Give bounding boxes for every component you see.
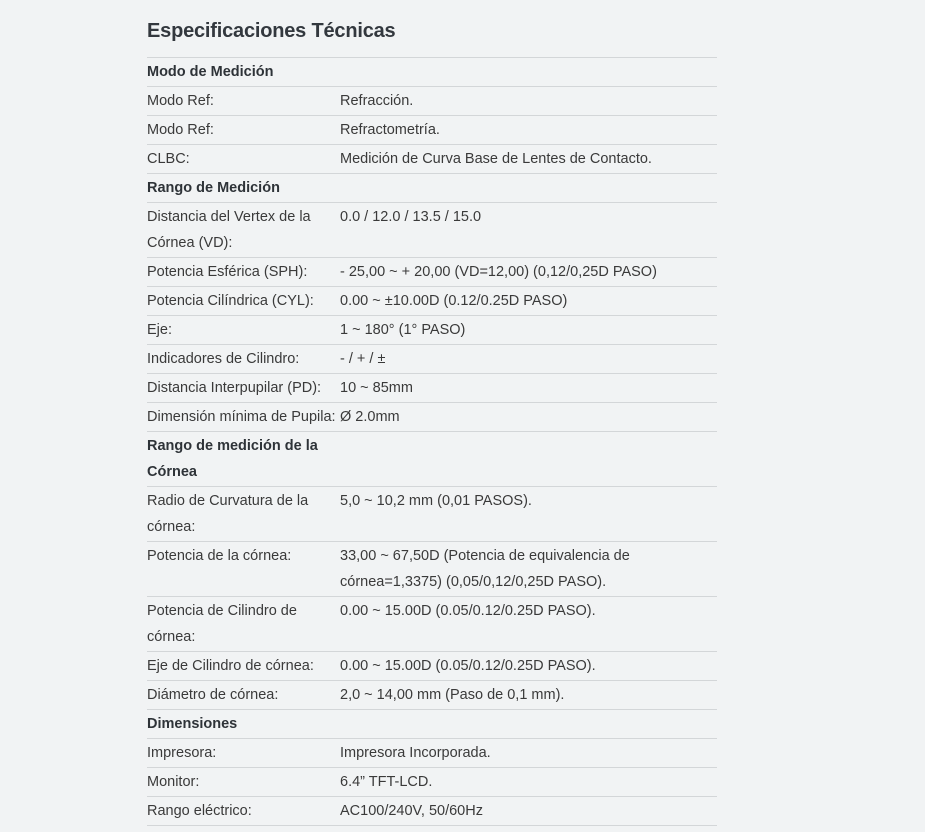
section-header-row bbox=[147, 58, 717, 87]
spec-value: - 25,00 ~ + 20,00 (VD=12,00) (0,12/0,25D PASO) bbox=[340, 264, 657, 280]
spec-value: Impresora Incorporada. bbox=[340, 745, 491, 761]
spec-value: 10 ~ 85mm bbox=[340, 380, 413, 396]
spec-label: CLBC: bbox=[147, 151, 190, 167]
specs-container bbox=[147, 0, 717, 826]
spec-row bbox=[147, 403, 717, 432]
spec-row bbox=[147, 87, 717, 116]
spec-row bbox=[147, 345, 717, 374]
spec-label: Dimensión mínima de Pupila: bbox=[147, 409, 336, 425]
section-spacer bbox=[340, 710, 717, 739]
spec-label: Radio de Curvatura de la córnea: bbox=[147, 493, 309, 535]
spec-value: AC100/240V, 50/60Hz bbox=[340, 803, 483, 819]
section-header-row bbox=[147, 710, 717, 739]
spec-row bbox=[147, 797, 717, 826]
spec-row bbox=[147, 145, 717, 174]
spec-value: 5,0 ~ 10,2 mm (0,01 PASOS). bbox=[340, 493, 532, 509]
spec-row bbox=[147, 116, 717, 145]
spec-value: 1 ~ 180° (1° PASO) bbox=[340, 322, 466, 338]
spec-value: 6.4” TFT-LCD. bbox=[340, 774, 433, 790]
spec-label: Modo Ref: bbox=[147, 93, 214, 109]
spec-row bbox=[147, 487, 717, 542]
spec-label: Monitor: bbox=[147, 774, 200, 790]
spec-value: 0.00 ~ 15.00D (0.05/0.12/0.25D PASO). bbox=[340, 658, 596, 674]
spec-label: Impresora: bbox=[147, 745, 217, 761]
spec-label: Potencia Cilíndrica (CYL): bbox=[147, 293, 314, 309]
section-spacer bbox=[340, 58, 717, 87]
spec-label: Eje de Cilindro de córnea: bbox=[147, 658, 314, 674]
spec-value: Refractometría. bbox=[340, 122, 440, 138]
spec-label: Indicadores de Cilindro: bbox=[147, 351, 300, 367]
spec-label: Modo Ref: bbox=[147, 122, 214, 138]
spec-value: Refracción. bbox=[340, 93, 414, 109]
spec-row bbox=[147, 768, 717, 797]
spec-value: Ø 2.0mm bbox=[340, 409, 400, 425]
section-spacer bbox=[340, 174, 717, 203]
spec-row bbox=[147, 652, 717, 681]
spec-value: 0.00 ~ 15.00D (0.05/0.12/0.25D PASO). bbox=[340, 603, 596, 619]
section-spacer bbox=[340, 432, 717, 487]
spec-row bbox=[147, 681, 717, 710]
spec-row bbox=[147, 739, 717, 768]
specs-table-body bbox=[147, 58, 717, 826]
spec-value: 0.00 ~ ±10.00D (0.12/0.25D PASO) bbox=[340, 293, 568, 309]
spec-label: Eje: bbox=[147, 322, 172, 338]
section-title: Modo de Medición bbox=[147, 64, 274, 80]
spec-value: - / + / ± bbox=[340, 351, 386, 367]
spec-label: Rango eléctrico: bbox=[147, 803, 252, 819]
section-header-row bbox=[147, 174, 717, 203]
spec-row bbox=[147, 316, 717, 345]
spec-row bbox=[147, 203, 717, 258]
spec-value: 2,0 ~ 14,00 mm (Paso de 0,1 mm). bbox=[340, 687, 565, 703]
page-title: Especificaciones Técnicas bbox=[147, 20, 396, 42]
section-title: Rango de Medición bbox=[147, 180, 280, 196]
spec-value: 33,00 ~ 67,50D (Potencia de equivalencia de córnea=1,3375) (0,05/0,12/0,25D PASO). bbox=[340, 548, 630, 590]
spec-row bbox=[147, 597, 717, 652]
spec-row bbox=[147, 258, 717, 287]
section-title: Rango de medición de la Córnea bbox=[147, 438, 318, 480]
spec-label: Potencia Esférica (SPH): bbox=[147, 264, 308, 280]
spec-label: Diámetro de córnea: bbox=[147, 687, 279, 703]
spec-label: Distancia Interpupilar (PD): bbox=[147, 380, 322, 396]
spec-row bbox=[147, 542, 717, 597]
spec-row bbox=[147, 287, 717, 316]
spec-label: Potencia de la córnea: bbox=[147, 548, 292, 564]
spec-value: 0.0 / 12.0 / 13.5 / 15.0 bbox=[340, 209, 482, 225]
spec-label: Distancia del Vertex de la Córnea (VD): bbox=[147, 209, 311, 251]
section-title: Dimensiones bbox=[147, 716, 238, 732]
section-header-row bbox=[147, 432, 717, 487]
spec-row bbox=[147, 374, 717, 403]
specs-table bbox=[147, 57, 717, 826]
spec-value: Medición de Curva Base de Lentes de Contacto. bbox=[340, 151, 652, 167]
spec-label: Potencia de Cilindro de córnea: bbox=[147, 603, 297, 645]
